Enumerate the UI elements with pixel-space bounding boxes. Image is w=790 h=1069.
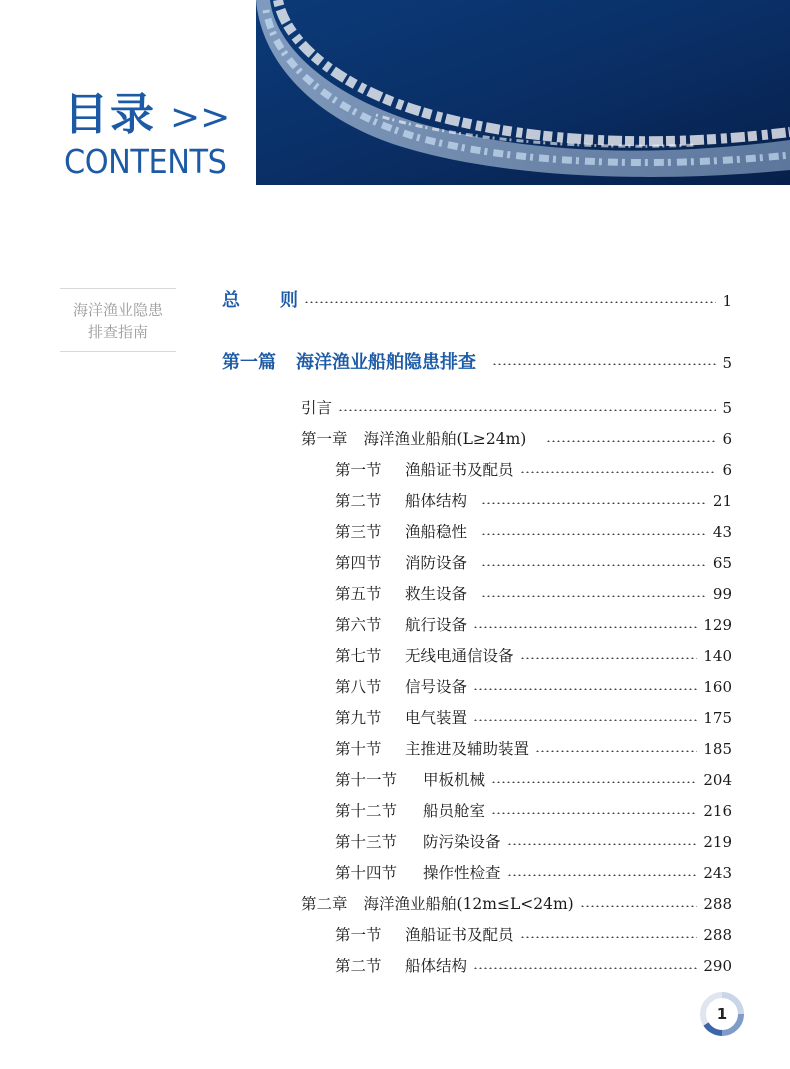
toc-entry-number: 第五节 bbox=[335, 585, 382, 603]
page-title-en: CONTENTS bbox=[64, 142, 227, 181]
toc-entry-page: 288 bbox=[703, 895, 732, 913]
toc-entry-number: 第十三节 bbox=[335, 833, 398, 851]
toc-entry-introduction[interactable] bbox=[301, 396, 732, 418]
toc-entry-section[interactable] bbox=[335, 768, 732, 790]
toc-leader-dots bbox=[580, 905, 698, 907]
toc-entry-section[interactable] bbox=[335, 551, 732, 573]
toc-entry-number: 第十二节 bbox=[335, 802, 398, 820]
book-title-label bbox=[60, 288, 176, 352]
toc-entry-title: 甲板机械 bbox=[423, 771, 486, 789]
toc-entry-general[interactable] bbox=[222, 286, 732, 312]
toc-entry-section[interactable] bbox=[335, 675, 732, 697]
toc-entry-page: 21 bbox=[712, 492, 732, 510]
toc-entry-chapter-2[interactable] bbox=[301, 892, 732, 914]
toc-entry-title: 救生设备 bbox=[405, 585, 468, 603]
toc-entry-page: 216 bbox=[703, 802, 732, 820]
toc-entry-number: 第一节 bbox=[335, 461, 382, 479]
toc-entry-page: 6 bbox=[722, 461, 732, 479]
toc-entry-number: 总 则 bbox=[222, 290, 298, 311]
toc-entry-page: 1 bbox=[722, 292, 732, 310]
toc-entry-section[interactable] bbox=[335, 489, 732, 511]
toc-entry-number: 引言 bbox=[301, 399, 333, 417]
toc-entry-section[interactable] bbox=[335, 799, 732, 821]
toc-entry-number: 第三节 bbox=[335, 523, 382, 541]
toc-leader-dots bbox=[473, 967, 697, 969]
toc-entry-title: 主推进及辅助装置 bbox=[405, 740, 530, 758]
toc-entry-title: 无线电通信设备 bbox=[405, 647, 514, 665]
toc-entry-page: 219 bbox=[703, 833, 732, 851]
toc-entry-page: 185 bbox=[703, 740, 732, 758]
toc-entry-page: 65 bbox=[712, 554, 732, 572]
toc-leader-dots bbox=[535, 750, 697, 752]
book-title-line-1: 海洋渔业隐患 bbox=[72, 301, 163, 319]
toc-entry-section[interactable] bbox=[335, 613, 732, 635]
toc-entry-section[interactable] bbox=[335, 644, 732, 666]
toc-entry-page: 43 bbox=[712, 523, 732, 541]
toc-entry-title: 消防设备 bbox=[405, 554, 468, 572]
toc-entry-title: 船体结构 bbox=[405, 492, 468, 510]
toc-entry-page: 288 bbox=[703, 926, 732, 944]
toc-entry-title: 电气装置 bbox=[405, 709, 468, 727]
toc-entry-number: 第二章 bbox=[301, 895, 348, 913]
toc-entry-title: 海洋渔业船舶(L≥24m) bbox=[363, 430, 527, 448]
toc-entry-number: 第十四节 bbox=[335, 864, 398, 882]
toc-entry-number: 第二节 bbox=[335, 492, 382, 510]
toc-entry-page: 6 bbox=[722, 430, 732, 448]
toc-entry-title: 操作性检查 bbox=[423, 864, 501, 882]
toc-leader-dots bbox=[491, 812, 697, 814]
toc-leader-dots bbox=[520, 657, 698, 659]
toc-entry-title: 航行设备 bbox=[405, 616, 468, 634]
toc-entry-title: 渔船证书及配员 bbox=[405, 926, 514, 944]
toc-entry-title: 渔船稳性 bbox=[405, 523, 468, 541]
toc-leader-dots bbox=[481, 533, 707, 535]
toc-leader-dots bbox=[520, 471, 717, 473]
toc-entry-part-1[interactable] bbox=[222, 348, 732, 374]
toc-entry-section[interactable] bbox=[335, 520, 732, 542]
toc-leader-dots bbox=[492, 363, 716, 365]
toc-entry-page: 160 bbox=[703, 678, 732, 696]
toc-leader-dots bbox=[491, 781, 697, 783]
toc-entry-title: 海洋渔业船舶隐患排查 bbox=[296, 352, 476, 373]
toc-entry-page: 175 bbox=[703, 709, 732, 727]
toc-entry-page: 129 bbox=[703, 616, 732, 634]
toc-entry-page: 140 bbox=[703, 647, 732, 665]
toc-entry-number: 第十节 bbox=[335, 740, 382, 758]
toc-entry-page: 290 bbox=[703, 957, 732, 975]
page-number-badge bbox=[698, 990, 746, 1038]
toc-entry-title: 渔船证书及配员 bbox=[405, 461, 514, 479]
toc-entry-number: 第十一节 bbox=[335, 771, 398, 789]
book-title-line-2: 排查指南 bbox=[87, 323, 148, 341]
toc-leader-dots bbox=[507, 843, 698, 845]
toc-entry-section[interactable] bbox=[335, 458, 732, 480]
toc-leader-dots bbox=[546, 440, 716, 442]
toc-leader-dots bbox=[473, 719, 697, 721]
toc-entry-section[interactable] bbox=[335, 923, 732, 945]
toc-entry-title: 海洋渔业船舶(12m≤L<24m) bbox=[363, 895, 574, 913]
toc-entry-number: 第一节 bbox=[335, 926, 382, 944]
toc-entry-number: 第一篇 bbox=[222, 352, 276, 373]
toc-entry-page: 204 bbox=[703, 771, 732, 789]
toc-entry-title: 船体结构 bbox=[405, 957, 468, 975]
toc-entry-title: 防污染设备 bbox=[423, 833, 501, 851]
toc-entry-number: 第六节 bbox=[335, 616, 382, 634]
toc-leader-dots bbox=[473, 626, 697, 628]
toc-entry-title: 船员舱室 bbox=[423, 802, 486, 820]
toc-leader-dots bbox=[481, 595, 707, 597]
toc-entry-section[interactable] bbox=[335, 582, 732, 604]
toc-entry-page: 5 bbox=[722, 399, 732, 417]
toc-leader-dots bbox=[473, 688, 697, 690]
toc-entry-section[interactable] bbox=[335, 861, 732, 883]
chevron-right-icon: >> bbox=[170, 97, 231, 138]
toc-entry-section[interactable] bbox=[335, 830, 732, 852]
ocean-header-image bbox=[256, 0, 790, 185]
toc-entry-page: 243 bbox=[703, 864, 732, 882]
toc-entry-number: 第八节 bbox=[335, 678, 382, 696]
toc-entry-page: 99 bbox=[712, 585, 732, 603]
toc-entry-section[interactable] bbox=[335, 706, 732, 728]
toc-entry-page: 5 bbox=[722, 354, 732, 372]
toc-leader-dots bbox=[481, 564, 707, 566]
toc-entry-section[interactable] bbox=[335, 737, 732, 759]
toc-leader-dots bbox=[338, 409, 716, 411]
toc-leader-dots bbox=[507, 874, 698, 876]
toc-entry-title: 信号设备 bbox=[405, 678, 468, 696]
toc-entry-chapter-1[interactable] bbox=[301, 427, 732, 449]
page-title bbox=[64, 78, 230, 142]
toc-leader-dots bbox=[304, 301, 716, 303]
toc-leader-dots bbox=[520, 936, 698, 938]
page-title-zh: 目录 bbox=[64, 89, 156, 140]
toc-entry-number: 第七节 bbox=[335, 647, 382, 665]
toc-leader-dots bbox=[481, 502, 707, 504]
page-number: 1 bbox=[716, 1005, 728, 1023]
toc-entry-number: 第一章 bbox=[301, 430, 348, 448]
toc-entry-number: 第四节 bbox=[335, 554, 382, 572]
toc-entry-number: 第二节 bbox=[335, 957, 382, 975]
toc-entry-section[interactable] bbox=[335, 954, 732, 976]
toc-entry-number: 第九节 bbox=[335, 709, 382, 727]
